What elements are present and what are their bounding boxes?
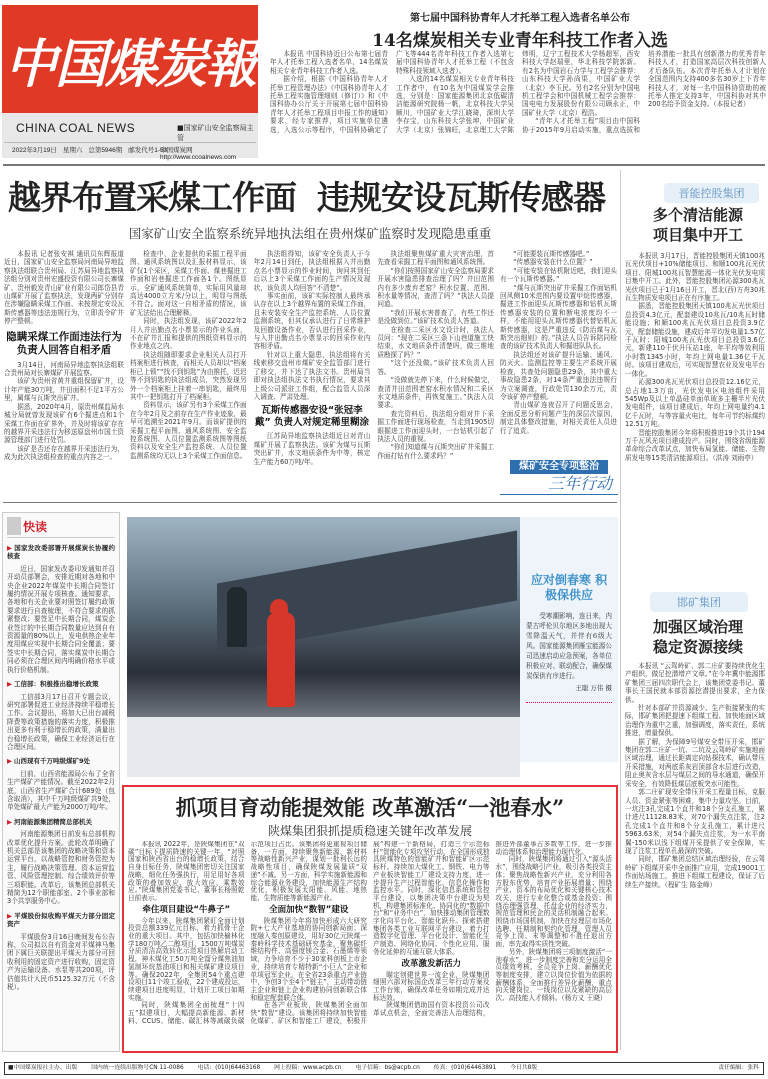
feature-subhead-1: 牵住项目建设“牛鼻子” <box>142 904 231 915</box>
top-story-headline: 14名煤炭相关专业青年科技工作者入选 <box>372 31 668 51</box>
photo-credit: 王聪 万伟 摄 <box>575 684 612 692</box>
lead-subhead-2: 瓦斯传感器安设“张冠李戴” 负责人对规定稀里糊涂 <box>254 405 370 429</box>
right-headline-1: 多个清洁能源项目集中开工 <box>652 206 743 244</box>
issue-line: 2022年3月19日 星期六 总第5946期 邮发代号1-53 <box>12 147 168 154</box>
right-headline-2: 加强区域治理 稳定资源接续 <box>652 618 743 656</box>
campaign-slogan: 三年行动 <box>500 474 618 495</box>
news-photo <box>127 517 520 777</box>
feature-subhead-2: 全面加快“数智”建设 <box>269 904 349 915</box>
divider <box>3 164 765 166</box>
masthead-band <box>2 113 258 161</box>
lead-subhead: 国家矿山安全监察系统异地执法组在贵州煤矿监察时发现隐患重重 <box>128 226 492 241</box>
section-tag-jinneng: 晋能控股集团 <box>664 183 759 203</box>
helmet-icon <box>270 599 288 613</box>
kuaixun-title: 快读 <box>23 520 48 534</box>
worker-figure <box>227 587 247 647</box>
kuaixun-item-head[interactable]: ▶ 平煤股份拟收购平煤天力部分固定资产 <box>7 912 115 929</box>
sponsor: ■国家矿山安全监察局主管 <box>177 124 254 142</box>
english-title: CHINA COAL NEWS <box>16 121 136 135</box>
campaign-badge: 煤矿安全专项整治 <box>510 460 608 474</box>
kuaixun-item-head[interactable]: ▶ 山西现有千万吨级煤矿9处 <box>7 757 115 765</box>
email-link[interactable]: 电子信箱：bs@acpb.cn <box>355 1065 420 1071</box>
lead-cols-2-4: 检查中，企业提供的采掘工程平面图、通风系统图以及汇报材料显示，该矿仅1个采区，采煤工作面、煤巷掘进工作面和岩巷掘进工作面各1个。图纸显示，全矿通风系统简单，实际用风量却高达4000立方米/分以上，明显与图纸不符合。面对这一自相矛盾的情况，该矿无法给出合理解释。 同时，执法组发现，该矿2022年2月入井出勤点名小票显示的作业头面，不在矿井汇报和提供的图纸资料显示的作业地点之内。 执法组随即要求企业相关人员打开档案柜进行核查，而相关人员却以“档案柜已上锁”“找不到钥匙”为由推托，迟迟等不到钥匙的执法组成员，突然发现另外一个档案柜上挂着一串钥匙，最终用其中一把钥匙打开了档案柜。 资料显示，该矿另有3个采煤工作面在今年2月及之前存在生产作业迹象，最早可追溯至2021年9月。而该矿提供的采掘工程平面图、通风系统图、安全监控系统图、人员位置监测系统图等图纸资料以及安全生产监控系统、人员位置监测系统均无以上3个采煤工作面信息。 执法组得知，该矿安全负责人于今年2月14日到任，执法组根据入井出勤点名小票显示的作业时间，询问其到任后以上3个采煤工作面的生产情况及现状，该负责人均回答“不清楚”。 事实面前，该矿实际控制人最终承认存在以上3个越界布置的采煤工作面，且未安装安全生产监控系统、人员位置监测系统，但其仅承认进行了日常维护及回撤设备作业，否认进行回采作业，与入井出勤点名小票显示的回采作业内容相矛盾。 针对以上重大隐患，执法组将有关线索移交盘州市煤矿安全监管部门进行了移交，并下达了执法文书。贵州局当即对执法组执法文书执行情况，要求其上级公司派驻工作组，配合监管人员深入调查、严肃处理。 瓦斯传感器安设“张冠李戴” 负责人对规定稀里糊涂 江苏局异地监察执法组近日对青山煤矿开展了监察执法。该矿为煤与瓦斯突出矿井，水文地质条件为中等，核定生产能力60万吨/年。 执法组聚焦煤矿重大灾害治理，首先查看采掘工程平面图和通风系统图。 “你们按照国家矿山安全监察局要求开展水害隐患排查治理了吗？井田范围内有多少废弃老窑？积水位置、范围、积水量等情况，查清了吗？”执法人员提问道。 “我们开展水害普查了，有些工作还是没做到位。”该矿技术负责人答道。 在检查二采区水文设计时，执法人员问：“现在二采区三条下山巷道施工快结束，水文地质条件清楚吗，做三维地质勘探了吗？” “这个还没做。”该矿技术负责人回答。 “没做就先停下来，什么时候做完，查清井田范围老窑水积水情况和二采区水文地质条件，再恢复施工。”执法人员要求。 查完资料后，执法组分组对井下采掘工作面进行现场检查，当走到1905切眼掘进工作面迎头时，一台钻机引起了执法人员的重视。 “你们知道煤与瓦斯突出矿井采掘工作面打钻有什么要求吗？” <box>130 250 494 466</box>
photo-title: 应对倒春寒 积极保供应 <box>530 573 608 602</box>
kuaixun-item-head[interactable]: ▶ 河南能源集团精简总部机关 <box>7 818 115 826</box>
kuaixun-item-head[interactable]: ▶ 工信部：积极推出稳增长政策 <box>7 680 115 688</box>
lead-col-5: “可能要装瓦斯传感器吧。” “传感器安装在什么位置？” “可能安装在钻机附近吧，我们迎头有一个瓦斯传感器。” “煤与瓦斯突出矿井采掘工作面钻机回风侧10米范围内要设置甲烷传感器，掘进工作面迎头瓦斯传感器和钻机瓦斯传感器安装的位置和断电浓度均不一样，不能用迎头瓦斯传感器代替钻机瓦斯传感器，这是严重违反《防治煤与瓦斯突出细则》的。”执法人员告诉陪同检查的该矿技术负责人和掘进队队长。 执法组还对该矿提升运输、通风、防灭火、监测监控等主要生产系统开展检查，共查处问题隐患29条，其中重大事故隐患2条，对14条严重违法违规行为立案调查，行政处罚130余万元，责令该矿停产整顿。 青山煤矿连夜召开了问题反思会，全面反思分析问题产生的深层次原因，制定具体整改措施，对相关责任人员进行了追责。 <box>500 250 617 435</box>
website[interactable]: 中国煤炭网http://www.ccoalnews.com <box>160 147 237 161</box>
right-body-1: 本报讯 3月17日，晋能控股集团天镇100兆瓦光伏项目+10%储能项目、和顺100兆瓦光伏项目、阳城100兆瓦智慧能源一体化光伏发电项目集中开工。此外，晋能控股集团沁源300兆瓦光伏项目已于1月16日开工，晋北(西)方舟30兆瓦生物质发电项目正在有序施工。 据悉，晋能控股集团天镇100兆瓦光伏项目总投资4.3亿元，配套建设10兆瓦/10兆瓦时储能设施；和顺100兆瓦光伏项目总投资3.9亿元，配套储能设施，建成后年平均发电量1.57亿千瓦时；阳城100兆瓦光伏项目总投资3.6亿元，新建110千伏升压站1座，年平均等效利用小时数1345小时，年均上网电量1.36亿千瓦时。该项目建成后，可实现智慧农业及发电平台一体化。 沁源300兆瓦光伏项目总投资12.16亿元，总占地1.3万亩，光伏发电区电池组件采用545Wp及以上单晶硅单面单玻多主栅半片光伏发电组件，该项目建成后，年均上网电量约4.1亿千瓦时，与等容量火电比，每年可节约标煤约12.51万吨。 晋能控股集团今年将积极推进19个共计194万千瓦风光项目建成投产。同时，围绕省级能源革命综合改革试点，加快布局氢能、储能、生物质发电等15类清洁能源项目。（洪涛 刘雨亭） <box>625 252 765 462</box>
worker-figure <box>267 612 295 707</box>
feature-subhead: 陕煤集团狠抓提质稳速关键年改革发展 <box>267 824 472 838</box>
kuaixun-item-head[interactable]: ▶ 国家发改委部署开展煤炭长协履约核查 <box>7 544 115 561</box>
lead-col-1: 本报讯 记者张安祺 通讯员东辉报道 近日，国家矿山安全监察局河南局异地监察执法组联合贵州局、江苏局异地监察执法组分别对贵州宏盛投资有限公司长寨煤矿、贵州毅发青山矿业有限公司郎岱县青山煤矿开展了监察执法，发现两矿分别存在涉嫌隐瞒采煤工作面、未按规定安设瓦斯传感器等违法违规行为，立即责令矿井停产整顿。 隐瞒采煤工作面违法行为 负责人回答自相矛盾 3月14日，河南局异地监察执法组联合贵州局对长寨煤矿开展监察。 该矿为贵州省黄井重组保留矿井，设计年产能30万吨，井田面积不足1平方公里，属煤与瓦斯突出矿井。 据悉，2020年4月，原贵州煤监局水城分局就曾发现该矿有6个掘进点和1个采煤工作面在矿界外，并及时将该矿存在的越界开采违法行为移送原盘州市国土资源管理部门进行处罚。 该矿是否还存在越界开采违法行为，成为此次执法组检查的重点内容之一。 <box>4 250 124 462</box>
top-story-body: 本报讯 中国科协近日公布第七届青年人才托举工程入选者名单，14名煤炭相关专业青年科技工作者入选。 据介绍，根据《中国科协青年人才托举工程管理办法》《中国科协青年人才托举工程实施管理细则（修订）》和《中国科协办公厅关于开展第七届中国科协青年人才托举工程项目申报工作的通知》要求，经专家推荐，项目实施单位遴选，入选公示等程序，中国科协确定了广飞等444名青年科技工作者入选第七届中国科协青年人才托举工程（不包含特殊科技领域入选者）。 入选的14名煤炭相关专业青年科技工作者中，有10名为中国煤炭学会推选，分别是：国家能源集团北京低碳清洁能源研究院杨一帆，北京科技大学吴顺川，中国矿业大学江晓琦，深圳大学李存宝，山东科技大学张坤，中国矿业大学（北京）张锦旺，北京理工大学陈炜明，辽宁工程技术大学杨超军，西安科技大学赵瑞里，华北科技学院郭新。有2名为中国岩石力学与工程学会推荐：山东科技大学孙尚渠，中国矿业大学（北京）李玉民。另有2名分别为中国电机工程学会和中国机械工程学会推荐：国电电力发展股份有限公司顾永正，中国矿业大学（北京）程浩。 “青年人才托举工程”项目由中国科协于2015年9月启动实施，重点选拔和培养潜能一批具有创新潜力的优秀青年科技人才，打造国家高层次科技创新人才后备队伍。本次青年托举人才计划在全国范围内支持400多名30岁上下青年科技人才，对每一名中国科协资助的被托举人推定支持3年，中国科协对其中200名给予资金支持。（本报记者） <box>270 50 766 134</box>
submit-link[interactable]: 网上投稿：www.acpb.cn <box>274 1065 342 1071</box>
section-tag-hankuang: 邯矿集团 <box>650 592 748 612</box>
lead-subhead-1: 隐瞒采煤工作面违法行为 负责人回答自相矛盾 <box>6 330 122 356</box>
kuaixun-list: ▶ 国家发改委部署开展煤炭长协履约核查 近日，国家发改委印发通知并召开动员部署会，安排近期对各地和中央企业2022年煤炭中长期合同签订履约情况开展专项核查。通知要求，各地和有关企业要对照签订履约政策要求进行自查梳理，不符合要求的抓紧整改；要签足中长期合同，煤炭企业签订的中长期合同数量应达到自有资源量的80%以上，发电供热企业年度用煤应实现中长期合同全覆盖；要签实中长期合同，落实煤炭中长期合同必须在合理区间内明确价格水平或执行价格机制。 ▶ 工信部：积极推出稳增长政策 工信部3月17日召开专题会议，研究部署促进工业经济持续平稳增长工作。会议提出，将加大已出台减税降费等政策措施的落实力度，积极推出更多有利于稳增长的政策，满量出台稳增长政策，确保工业经济运行在合理区间。 ▶ 山西现有千万吨级煤矿9处 目前，山西省能源局公布了全省生产煤矿产能情况。截至2022年2月底，山西省生产煤矿合计689处（包含取消），其中千万吨级煤矿共9处，单处煤矿最大产能为2000万吨/年。 ▶ 河南能源集团精简总部机关 河南能源集团日前发布总部机构改革优化提升方案。此轮改革明确了机关总部是该集团的战略决策和资本运营平台，以战略管控和财务管控为主，履行战略决策管理、资本运营监管、风险管理控制、综合绩效评价等三项职能。改革后，该集团总部机关精简为12个职能部室、2个事业部和3个共享服务中心。 ▶ 平煤股份拟收购平煤天力部分固定资产 平煤股份3月16日晚间发布公告称，公司拟以自有资金对平煤神马集团下属巨关联提出平煤天力部分可回收利用的固定资产进行收购，固定资产为运输设备、水泵等共200项，评估值共计人民币5125.32万元（不含税）。 <box>7 538 115 1048</box>
masthead-logo: 中国煤炭報 <box>2 5 258 113</box>
feature-body: 本报讯 2022年，是陕煤集团在“双碳”目标下提质降速的关键一年。“对照国家和陕西省出台的稳增长政策，结合自身目标任务，陕煤集团密切关注国家战略，细化任务强执行，用足用好各项政策的叠加效应、放大效应、乘数效应。”陕煤集团党委书记、董事长杨照乾日前表示。 牵住项目建设“牛鼻子” 今年以来，陕煤集团紧盯全面计划投资总额339亿元目标，着力抓骨干企业的重大项目。其中，包括加快榆林化学180万吨乙二醇项目、1500万吨煤炭分质清洁高效转化示范项目热解启动工程，神木煤化工50万吨全馏分煤焦油加氢制环烷基油项目和相关煤矿建设项目等。确保2022年，全集团54个重点建设项目11个竣工验收，22个建成投运，续建项目进度明显，计划开工项目如期实施。 同时，陕煤集团全面梳理“十四五”拟建项目，大幅提高新能源、新材料、CCUS、储能、碳汇林等减碳负碳示范项目占比。该集团将更重视项目储备，一方面，持续聚焦新能源、新材料等战略性新兴产业，谋划一批利长远的战略性项目，确保陕煤发展量质“双递”不减。另一方面，科学实施新能源和综合能源业务建设，加快能源生产结构优化，积极发展太阳能、风能、地热能、生物质能等新能源产业。 全面加快“数智”建设 陕煤集团今年将加快形成六大研究院+七大产业基地的协同创新局面；深度融入秦创原建设，用好30亿元陕煤一秦岭科学技术基础研究基金，聚焦碳纤维结构件、高强度镁合金、石墨烯等领域，力争培育不少于30家科创板上市企业，持续培育专精特新“小巨人”企业和单项冠军企业。在全省23条重点产业链中，争创3个至4个“链主”，主动带动链主企业和链上企业构建协同创新联合体和稳定配套联合体。 在各产业板块，陕煤集团全面加快“数智”建设。该集团将持续加快智能化煤矿、矿区和智能工厂建设，积极开展“构建一个新格局，打造三个示范标杆”智能化专项攻坚行动，在全国形成独具陕煤特色的智能矿井和智能矿区示范标杆。持续加大煤化工、钢铁、电力等产业板块智能工厂建设支持力度，进一步提升生产过程智能化、信息化操作和监控水平。同时，深化信息系统和管控平台建设，以集团决策中台建设为契机，构建集团标准化、协同化的“数据中台”和“业务中台”，加快推动集团管理数字化向平台化、智能化跃升。探索搭建集团各类工业互联网平台建设，着力打造数字化管理、平台化设计、智能化生产制造、网络化协同、个性化应用、服务化延伸的互通互联大体系。 改革激发新活力 瞄定创建世界一流企业，陕煤集团细照六部对标国企改革三年行动方案及工作台账，确保改革任务如期完成并达标达效。 陕煤集团借助国有资本投资公司改革试点机会，全面完善法人治理结构，推进外部董事占多数等工作，进一步推动治理体系和治理能力现代化。 同时，陕煤集团将通过引入“源头活水”，围绕战略引产业，吸引各类投资主体；聚焦战略性新兴产业，充分利用各方股东优势，培育产业拓展增量；围绕产业、资本的布局优化和关键核心技术攻关，进行专业化整合或基金投资；围绕治理强管理，托盘企业的经济实力，规范管理和民企的灵活机制融合起来。围绕市场国机制，加快在经理层市场化选聘、任期制和契约化管理，管理人员竞争上岗、末等调整和不胜任退出方面，率先取得实质性突破。 另外，陕煤集团将三项制度激活“一池春水”，进一步制度完善和充分运用全员绩效考核、全员竞争上岗、薪酬优化等制度安排，建立以岗位价值为依据的薪酬体系，全面推行差异化薪酬，重点向关键岗位、一线岗位以及紧缺的高层次、高技能人才倾斜。（杨方义 王晓） <box>128 841 612 1025</box>
feature-subhead-3: 改革激发新活力 <box>401 958 461 969</box>
lead-headline: 越界布置采煤工作面 违规安设瓦斯传感器 <box>8 178 605 217</box>
top-story-kicker: 第七届中国科协青年人才托举工程入选者名单公布 <box>410 13 630 24</box>
divider <box>3 502 617 503</box>
footer: ■中国煤炭报社主办、出版 国内统一连续出版物号CN 11-0086 电话：(010)64463168 网上投稿：www.acpb.cn 电子信箱：bs@acpb.cn 传真：(010)64463891 今日共8版 责任编辑：张科 <box>4 1062 764 1075</box>
right-body-2: 本报讯 “云驾岭矿、郭二庄矿要持续优化生产组织，做足挖潜增产文章。”在今年冀中能源邯矿集团三届四次职代会上，该集团党委书记、董事长王国民就本部资源挖潜提出要求，全力保供。 针对本部矿井资源减少、生产衔接紧张的实际，邯矿集团把提速下组煤工程、加快地面区域治理作为重中之重，加强调度，落实责任，系统推进，增量保供。 据了解，为保障9号煤安全带压开采，邯矿集团在郭二庄矿一坑、二坑及云驾岭矿实施地面区域治理，通过长距离定向钻探技术，确认带压开采措施，对两底系灰岩顶部含水层进行改造，阻止奥灰含水层与煤层之间的导水通道，确保开采安全，有效降低煤层底板突水可能性。 郭二庄矿现安全带压开采工程量目标，克服人员、资金紧张等困难，集中力量攻坚。目前，一坑注3孔完成1个直井和18个分支孔施工，累计进尺11128.83米，对70个漏失点注浆，注2孔完成1个直井和8个分支孔施工，累计进尺5963.63米，对54个漏失点注浆，为一水平南翼-150米以浅下组煤开采提供了安全保障，实现了注浆工程单孔最深的突破。 同时，邯矿集团总结区域治理经验，在云驾岭矿下组煤开采中全面推广应用，完成19001工作面钻场施工，推进下组煤工程建设，保证了后续生产接续。（程矿生 陈金峰） <box>625 662 765 889</box>
photo-caption: 受寒潮影响，连日来，内蒙古呼伦贝尔地区多地出现大雪降温天气，并伴有6级大风。国家能源集团雁宝能源公司迅速启动应急预案，各单位积极应对、联动配合，确保煤炭保供有序进行。 <box>526 612 612 680</box>
feature-headline: 抓项目育动能提效能 改革激活“一池春水” <box>175 795 565 820</box>
m-logo-icon <box>7 517 21 535</box>
feature-box <box>122 785 618 1053</box>
photo-caption-panel <box>520 517 618 762</box>
kuaixun-sidebar <box>2 512 120 1052</box>
